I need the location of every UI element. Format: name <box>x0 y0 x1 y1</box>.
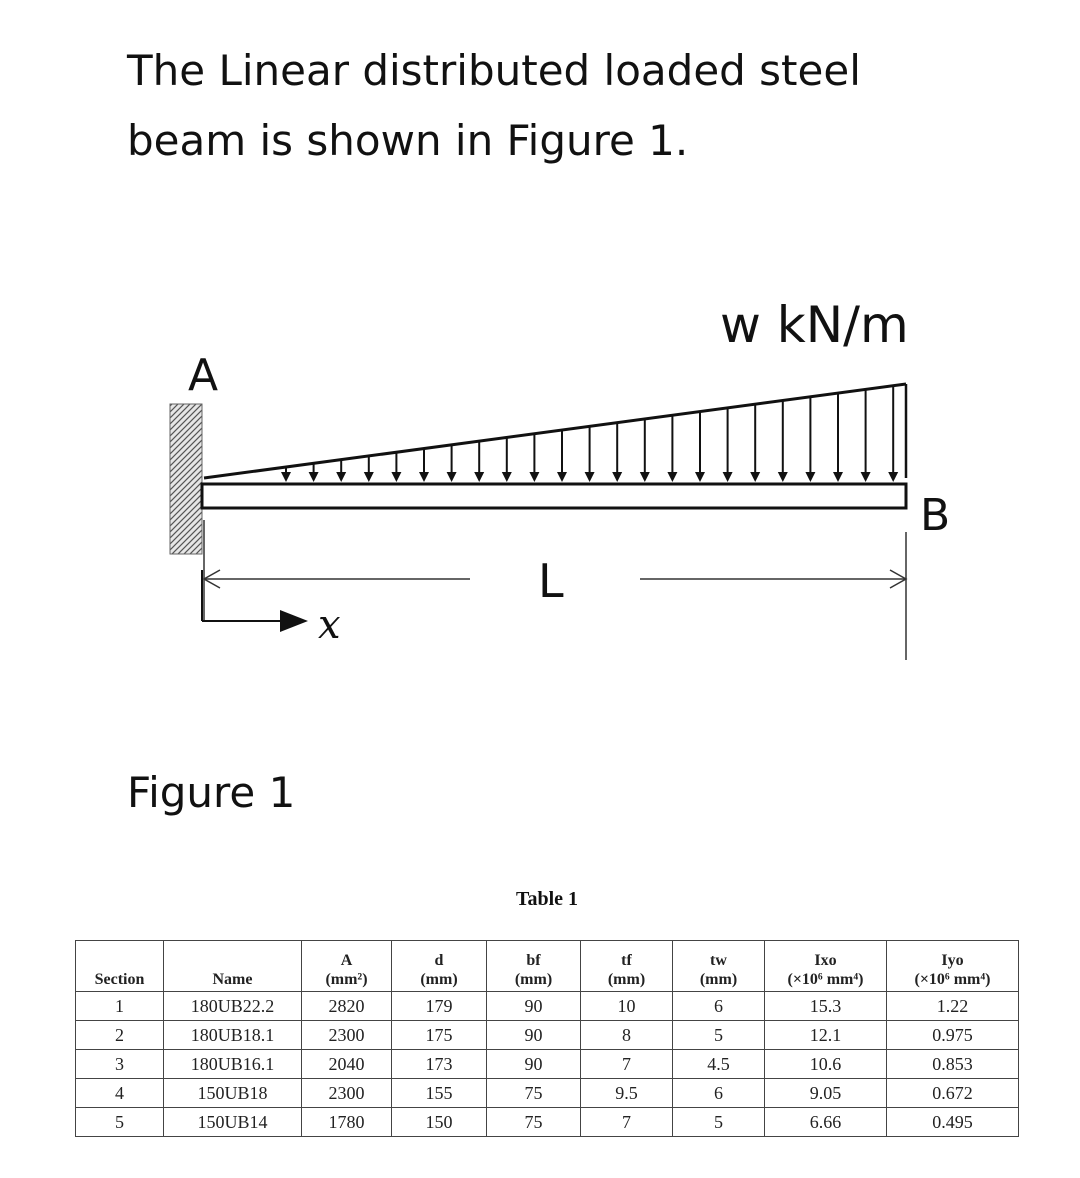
header-area: A (mm²) <box>302 941 392 992</box>
header-section: Section <box>76 941 164 992</box>
load-arrow-head <box>419 472 429 482</box>
table-cell: 9.5 <box>581 1079 673 1108</box>
load-arrows <box>281 386 898 482</box>
table-cell: 7 <box>581 1050 673 1079</box>
table-cell: 5 <box>673 1108 765 1137</box>
load-arrow-head <box>502 472 512 482</box>
load-label: w kN/m <box>720 296 909 354</box>
table-cell: 150UB14 <box>164 1108 302 1137</box>
intro-line-1: The Linear distributed loaded steel <box>127 46 861 95</box>
x-axis-label: x <box>318 602 341 648</box>
table-cell: 0.853 <box>887 1050 1019 1079</box>
beam <box>202 484 906 508</box>
table-cell: 6.66 <box>765 1108 887 1137</box>
load-arrow-head <box>640 472 650 482</box>
table-cell: 180UB18.1 <box>164 1021 302 1050</box>
load-envelope <box>204 384 906 478</box>
table-cell: 0.495 <box>887 1108 1019 1137</box>
table-cell: 2300 <box>302 1079 392 1108</box>
load-arrow-head <box>612 472 622 482</box>
load-arrow-head <box>778 472 788 482</box>
load-arrow-head <box>833 472 843 482</box>
table-row <box>76 1021 1019 1050</box>
table-cell: 90 <box>487 1050 581 1079</box>
load-arrow-head <box>281 472 291 482</box>
header-web-thickness: tw (mm) <box>673 941 765 992</box>
header-iyo: Iyo (×10⁶ mm⁴) <box>887 941 1019 992</box>
table-cell: 1 <box>76 992 164 1021</box>
table-cell: 5 <box>76 1108 164 1137</box>
table-cell: 179 <box>392 992 487 1021</box>
table-cell: 15.3 <box>765 992 887 1021</box>
header-flange-thickness: tf (mm) <box>581 941 673 992</box>
table-row <box>76 1108 1019 1137</box>
intro-line-2: beam is shown in Figure 1. <box>127 116 689 165</box>
table-body <box>76 992 1019 1137</box>
x-axis-arrowhead <box>280 610 308 632</box>
load-arrow-head <box>667 472 677 482</box>
table-cell: 90 <box>487 1021 581 1050</box>
end-label-b: B <box>920 490 951 541</box>
table-cell: 12.1 <box>765 1021 887 1050</box>
table-cell: 0.975 <box>887 1021 1019 1050</box>
table-title: Table 1 <box>515 888 579 910</box>
load-arrow-head <box>336 472 346 482</box>
table-cell: 0.672 <box>887 1079 1019 1108</box>
table-cell: 2300 <box>302 1021 392 1050</box>
table-cell: 7 <box>581 1108 673 1137</box>
table-cell: 2040 <box>302 1050 392 1079</box>
table-cell: 150 <box>392 1108 487 1137</box>
header-flange-width: bf (mm) <box>487 941 581 992</box>
figure-caption: Figure 1 <box>127 768 296 817</box>
table-row <box>76 1079 1019 1108</box>
table-cell: 5 <box>673 1021 765 1050</box>
load-arrow-head <box>309 472 319 482</box>
table-cell: 150UB18 <box>164 1079 302 1108</box>
table-cell: 180UB16.1 <box>164 1050 302 1079</box>
load-arrow-head <box>750 472 760 482</box>
load-arrow-head <box>557 472 567 482</box>
load-arrow-head <box>585 472 595 482</box>
table-cell: 8 <box>581 1021 673 1050</box>
header-name: Name <box>164 941 302 992</box>
table-cell: 10.6 <box>765 1050 887 1079</box>
table-row <box>76 1050 1019 1079</box>
table-cell: 75 <box>487 1079 581 1108</box>
section-properties-table <box>75 940 1019 1137</box>
load-arrow-head <box>391 472 401 482</box>
length-label: L <box>538 554 564 608</box>
table-cell: 6 <box>673 1079 765 1108</box>
table-cell: 175 <box>392 1021 487 1050</box>
table-cell: 1780 <box>302 1108 392 1137</box>
table-cell: 9.05 <box>765 1079 887 1108</box>
table-cell: 4.5 <box>673 1050 765 1079</box>
load-arrow-head <box>364 472 374 482</box>
load-arrow-head <box>723 472 733 482</box>
load-arrow-head <box>888 472 898 482</box>
table-cell: 180UB22.2 <box>164 992 302 1021</box>
table-row <box>76 992 1019 1021</box>
table-cell: 6 <box>673 992 765 1021</box>
table-cell: 90 <box>487 992 581 1021</box>
support-label-a: A <box>188 350 219 401</box>
load-arrow-head <box>529 472 539 482</box>
load-arrow-head <box>447 472 457 482</box>
load-arrow-head <box>474 472 484 482</box>
table-cell: 10 <box>581 992 673 1021</box>
load-arrow-head <box>861 472 871 482</box>
load-arrow-head <box>805 472 815 482</box>
table-cell: 2820 <box>302 992 392 1021</box>
table-cell: 75 <box>487 1108 581 1137</box>
header-ixo: Ixo (×10⁶ mm⁴) <box>765 941 887 992</box>
fixed-support <box>170 404 202 554</box>
load-arrow-head <box>695 472 705 482</box>
header-depth: d (mm) <box>392 941 487 992</box>
table-cell: 3 <box>76 1050 164 1079</box>
table-cell: 4 <box>76 1079 164 1108</box>
table-cell: 1.22 <box>887 992 1019 1021</box>
table-cell: 155 <box>392 1079 487 1108</box>
table-cell: 2 <box>76 1021 164 1050</box>
table-header-row <box>76 941 1019 992</box>
table-cell: 173 <box>392 1050 487 1079</box>
